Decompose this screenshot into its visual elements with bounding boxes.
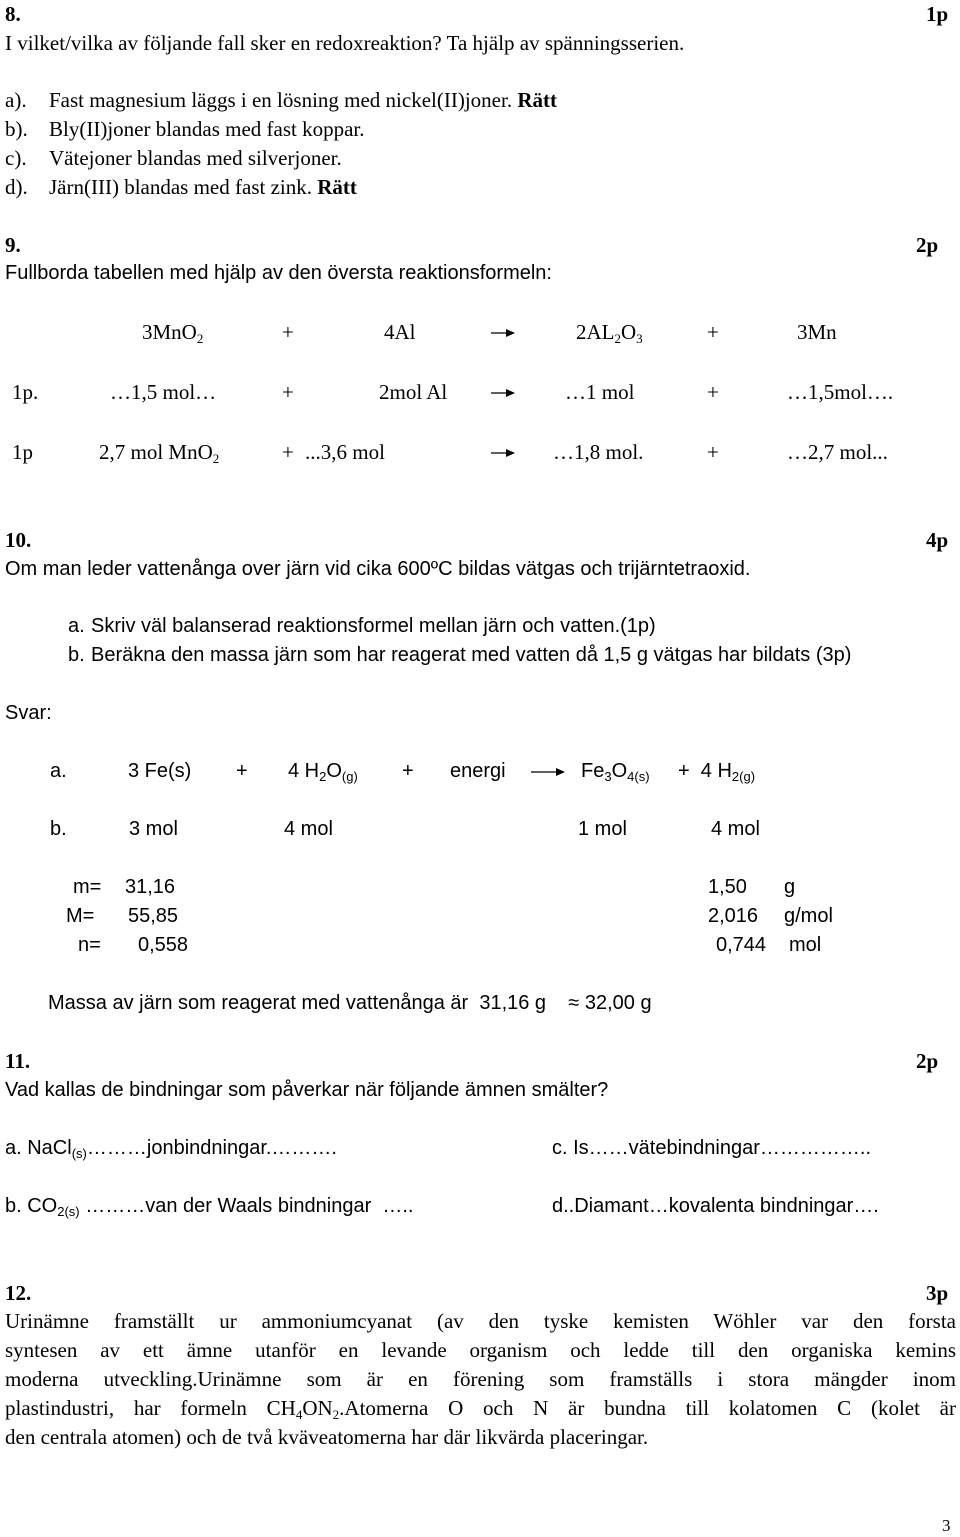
q8-option-d-mark: Rätt (317, 175, 357, 199)
q8-option-d-label: d). (5, 175, 28, 199)
q10-calc-m-unit: g (784, 876, 796, 898)
q10-calc-m-label: m= (73, 876, 102, 898)
q10-calc-m-h2: 1,50 (708, 876, 747, 898)
q8-option-c-label: c). (5, 146, 27, 170)
q9-r2-label: 1p. (12, 380, 39, 404)
q10-moles-h2o: 4 mol (284, 818, 333, 840)
q10-calc-M-label: M= (66, 905, 95, 927)
q9-r3-plus1: + (282, 440, 294, 464)
q9-r3-plus2: + (707, 440, 719, 464)
q9-r3-c4: …2,7 mol... (787, 440, 888, 464)
q10-number: 10. (5, 528, 32, 552)
q12-line-3: moderna utveckling.Urinämne som är en förening som framställs i stora mängder inom (5, 1367, 956, 1391)
q10-eq-plus2: + (402, 760, 414, 782)
q8-option-a-label: a). (5, 88, 27, 112)
q11-answer-b: b. $CO_{2(s)}$ ………van der Waals bindningar ….. (5, 1195, 414, 1219)
q9-r2-plus2: + (707, 380, 719, 404)
q10-moles-fe3o4: 1 mol (578, 818, 627, 840)
q9-r1-al: 4Al (384, 320, 416, 344)
q10-moles-fe: 3 mol (129, 818, 178, 840)
q11-answer-c: c. Is……vätebindningar…………….. (552, 1137, 877, 1159)
q10-moles-label: b. (50, 818, 67, 840)
q9-r1-arrow-icon (490, 325, 516, 341)
q10-calc-M-fe: 55,85 (128, 905, 179, 927)
q10-part-a-text: Skriv väl balanserad reaktionsformel mellan järn och vatten.(1p) (91, 615, 656, 637)
q10-calc-n-label: n= (78, 934, 101, 956)
q10-eq-fe3o4: $Fe_3O_{4(s)}$ (581, 760, 650, 784)
q9-r3-label: 1p (12, 440, 33, 464)
q10-calc-M-unit: g/mol (784, 905, 833, 927)
q9-number: 9. (5, 233, 21, 257)
q8-points: 1p (926, 2, 949, 26)
q10-eq-label: a. (50, 760, 67, 782)
q8-option-a-text: Fast magnesium läggs i en lösning med nickel(II)joner. Rätt (49, 88, 557, 112)
q9-question: Fullborda tabellen med hjälp av den översta reaktionsformeln: (5, 262, 552, 284)
page-number: 3 (942, 1516, 951, 1535)
q9-r3-arrow-icon (490, 445, 516, 461)
q9-r1-plus2: + (707, 320, 719, 344)
q8-option-a-mark: Rätt (517, 88, 557, 112)
q10-part-a-label: a. (68, 615, 85, 637)
q10-question: Om man leder vattenånga over järn vid cika 600ºC bildas vätgas och trijärntetraoxid. (5, 558, 751, 580)
q10-eq-arrow-icon (530, 764, 566, 780)
q9-r2-plus1: + (282, 380, 294, 404)
q10-part-b-text: Beräkna den massa järn som har reagerat med vatten då 1,5 g vätgas har bildats (3p) (91, 644, 852, 666)
q10-calc-n-fe: 0,558 (138, 934, 189, 956)
q10-part-b-label: b. (68, 644, 85, 666)
q9-r1-plus1: + (282, 320, 294, 344)
q11-points: 2p (916, 1049, 939, 1073)
q12-line-2: syntesen av ett ämne utanför en levande organism och ledde till den organiska kemins (5, 1338, 956, 1362)
q10-eq-energi: energi (450, 760, 506, 782)
q10-points: 4p (926, 528, 949, 552)
q11-number: 11. (5, 1049, 31, 1073)
q10-calc-M-h2: 2,016 (708, 905, 759, 927)
q8-option-b-text: Bly(II)joner blandas med fast koppar. (49, 117, 365, 141)
q8-option-b-label: b). (5, 117, 28, 141)
q9-r3-c1: 2,7 mol MnO$_2$ (99, 440, 220, 466)
q8-question: I vilket/vilka av följande fall sker en redoxreaktion? Ta hjälp av spänningsserien. (5, 31, 685, 55)
q9-r2-c1: …1,5 mol… (110, 380, 217, 404)
q9-r1-mno2: 3MnO$_2$ (142, 320, 204, 346)
q10-calc-m-fe: 31,16 (125, 876, 176, 898)
q10-eq-h2o: 4 $H_2O_{(g)}$ (288, 760, 358, 784)
q12-number: 12. (5, 1281, 32, 1305)
q10-result: Massa av järn som reagerat med vattenånga är 31,16 g ≈ 32,00 g (48, 992, 652, 1014)
q9-r2-c3: …1 mol (565, 380, 635, 404)
q11-answer-d: d..Diamant…kovalenta bindningar…. (552, 1195, 879, 1217)
q12-line-4: plastindustri, har formeln $CH_4ON_2.Atomerna$ O och N är bundna till kolatomen C (kolet är (5, 1396, 956, 1422)
q9-r1-al2o3: $2AL_2O_3$ (576, 320, 643, 346)
q10-calc-n-unit: mol (789, 934, 822, 956)
q8-option-d-text: Järn(III) blandas med fast zink. Rätt (49, 175, 357, 199)
q10-eq-h2: + 4 $H_{2(g)}$ (678, 760, 756, 784)
q10-moles-h2: 4 mol (711, 818, 760, 840)
q9-r2-c4: …1,5mol…. (787, 380, 894, 404)
q12-line-5: den centrala atomen) och de två kväveatomerna har där likvärda placeringar. (5, 1425, 649, 1449)
q11-question: Vad kallas de bindningar som påverkar när följande ämnen smälter? (5, 1079, 609, 1101)
q9-r3-c3: …1,8 mol. (553, 440, 644, 464)
q10-eq-fe: 3 Fe(s) (128, 760, 192, 782)
q11-answer-a: a. NaCl$_{(s)}$………jonbindningar.………. (5, 1137, 337, 1161)
q12-points: 3p (926, 1281, 949, 1305)
q10-eq-plus1: + (236, 760, 248, 782)
q9-r2-c2: 2mol Al (379, 380, 448, 404)
q8-option-c-text: Vätejoner blandas med silverjoner. (49, 146, 342, 170)
q8-number: 8. (5, 2, 21, 26)
q9-r1-mn: 3Mn (797, 320, 837, 344)
q9-points: 2p (916, 233, 939, 257)
approx-icon: ≈ (568, 992, 580, 1014)
q9-r2-arrow-icon (490, 385, 516, 401)
q9-r3-c2: ...3,6 mol (305, 440, 385, 464)
q10-calc-n-h2: 0,744 (716, 934, 767, 956)
q10-svar-heading: Svar: (5, 702, 52, 724)
q12-line-1: Urinämne framställt ur ammoniumcyanat (av den tyske kemisten Wöhler var den forsta (5, 1309, 956, 1333)
